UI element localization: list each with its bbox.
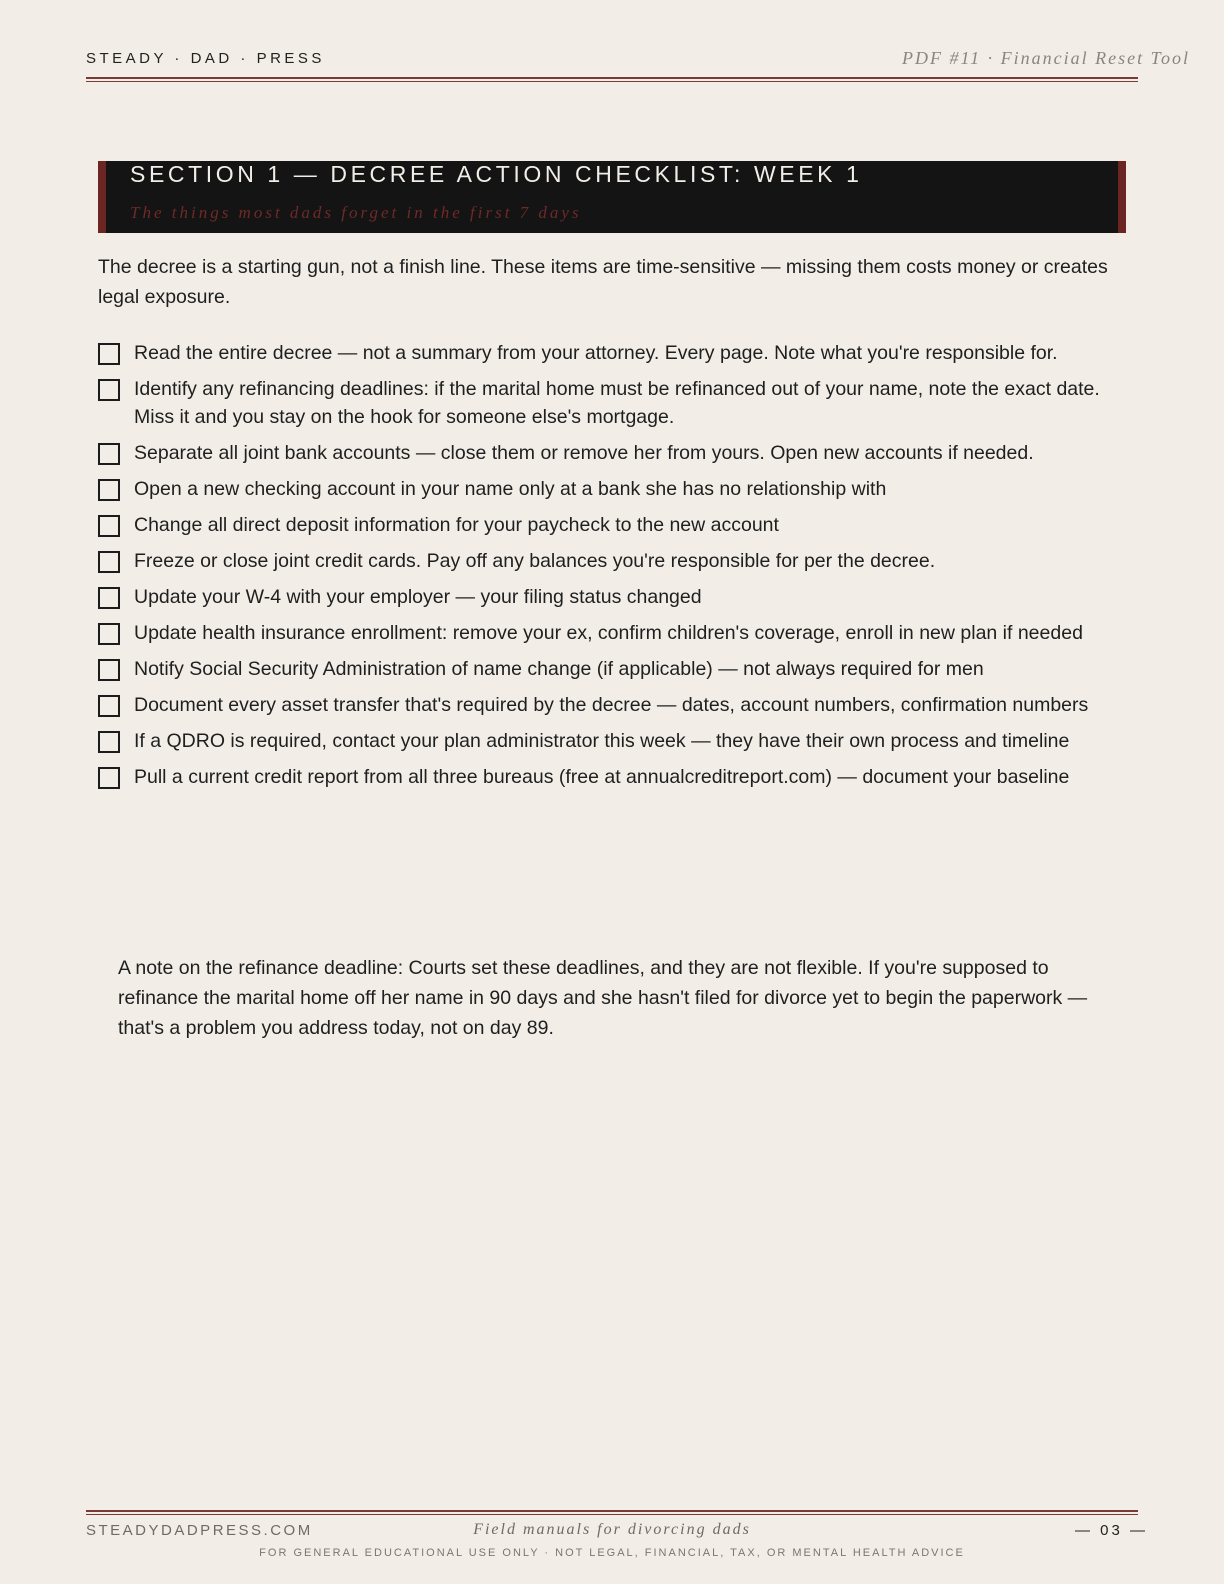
checklist-item-label: Document every asset transfer that's required by the decree — dates, account numbers, confirmation numbers xyxy=(134,694,1089,716)
checkbox[interactable] xyxy=(98,515,120,537)
checklist-item xyxy=(98,727,1138,755)
checkbox[interactable] xyxy=(98,379,120,401)
checklist-item xyxy=(98,547,1138,575)
checkbox[interactable] xyxy=(98,343,120,365)
footer-divider xyxy=(86,1510,1138,1515)
checkbox[interactable] xyxy=(98,695,120,717)
checklist-item-label: Change all direct deposit information for your paycheck to the new account xyxy=(134,514,779,536)
checkbox[interactable] xyxy=(98,659,120,681)
checklist-item-label: Separate all joint bank accounts — close them or remove her from yours. Open new accounts if needed. xyxy=(134,442,1034,464)
header-divider xyxy=(86,77,1138,82)
action-checklist xyxy=(98,339,1138,799)
checkbox[interactable] xyxy=(98,731,120,753)
checklist-item xyxy=(98,375,1138,431)
checklist-item xyxy=(98,655,1138,683)
checkbox[interactable] xyxy=(98,443,120,465)
checkbox[interactable] xyxy=(98,767,120,789)
checklist-item-label: Identify any refinancing deadlines: if the marital home must be refinanced out of your name, note the exact date. Miss it and you stay on the hook for someone else's mortgage. xyxy=(134,378,1100,428)
checklist-item xyxy=(98,475,1138,503)
footer-tagline: Field manuals for divorcing dads xyxy=(473,1521,751,1538)
checklist-item-label: Notify Social Security Administration of name change (if applicable) — not always required for men xyxy=(134,658,984,680)
checklist-item-label: Update health insurance enrollment: remove your ex, confirm children's coverage, enroll in new plan if needed xyxy=(134,622,1083,644)
checklist-item-label: Update your W-4 with your employer — your filing status changed xyxy=(134,586,702,608)
checklist-item xyxy=(98,691,1138,719)
checklist-item xyxy=(98,511,1138,539)
checklist-item xyxy=(98,339,1138,367)
footer-disclaimer: FOR GENERAL EDUCATIONAL USE ONLY · NOT LEGAL, FINANCIAL, TAX, OR MENTAL HEALTH ADVICE xyxy=(259,1547,965,1559)
section-title: SECTION 1 — DECREE ACTION CHECKLIST: WEEK 1 xyxy=(130,161,863,187)
brand-name: STEADY · DAD · PRESS xyxy=(86,50,325,67)
document-id: PDF #11 · Financial Reset Tool xyxy=(902,48,1190,68)
section-subtitle: The things most dads forget in the first 7 days xyxy=(130,203,582,222)
intro-paragraph: The decree is a starting gun, not a finish line. These items are time-sensitive — missing them costs money or creates legal exposure. xyxy=(98,256,1108,308)
checklist-item-label: Open a new checking account in your name only at a bank she has no relationship with xyxy=(134,478,887,500)
checklist-item-label: Freeze or close joint credit cards. Pay off any balances you're responsible for per the decree. xyxy=(134,550,936,572)
refinance-note: A note on the refinance deadline: Courts set these deadlines, and they are not flexible. If you're supposed to refinance the marital home off her name in 90 days and she hasn't filed for divorce yet to begin the paperwork — that's a problem you address today, not on day 89. xyxy=(118,957,1088,1039)
checklist-item xyxy=(98,763,1138,791)
section-banner xyxy=(98,161,1126,233)
checklist-item xyxy=(98,439,1138,467)
page-number: — 03 — xyxy=(1074,1522,1148,1539)
checkbox[interactable] xyxy=(98,623,120,645)
checkbox[interactable] xyxy=(98,551,120,573)
checklist-item xyxy=(98,619,1138,647)
checkbox[interactable] xyxy=(98,587,120,609)
checklist-item xyxy=(98,583,1138,611)
checklist-item-label: If a QDRO is required, contact your plan administrator this week — they have their own process and timeline xyxy=(134,730,1070,752)
footer-website[interactable]: STEADYDADPRESS.COM xyxy=(86,1522,313,1539)
checklist-item-label: Pull a current credit report from all three bureaus (free at annualcreditreport.com) — document your baseline xyxy=(134,766,1070,788)
checklist-item-label: Read the entire decree — not a summary from your attorney. Every page. Note what you're responsible for. xyxy=(134,342,1058,364)
checkbox[interactable] xyxy=(98,479,120,501)
